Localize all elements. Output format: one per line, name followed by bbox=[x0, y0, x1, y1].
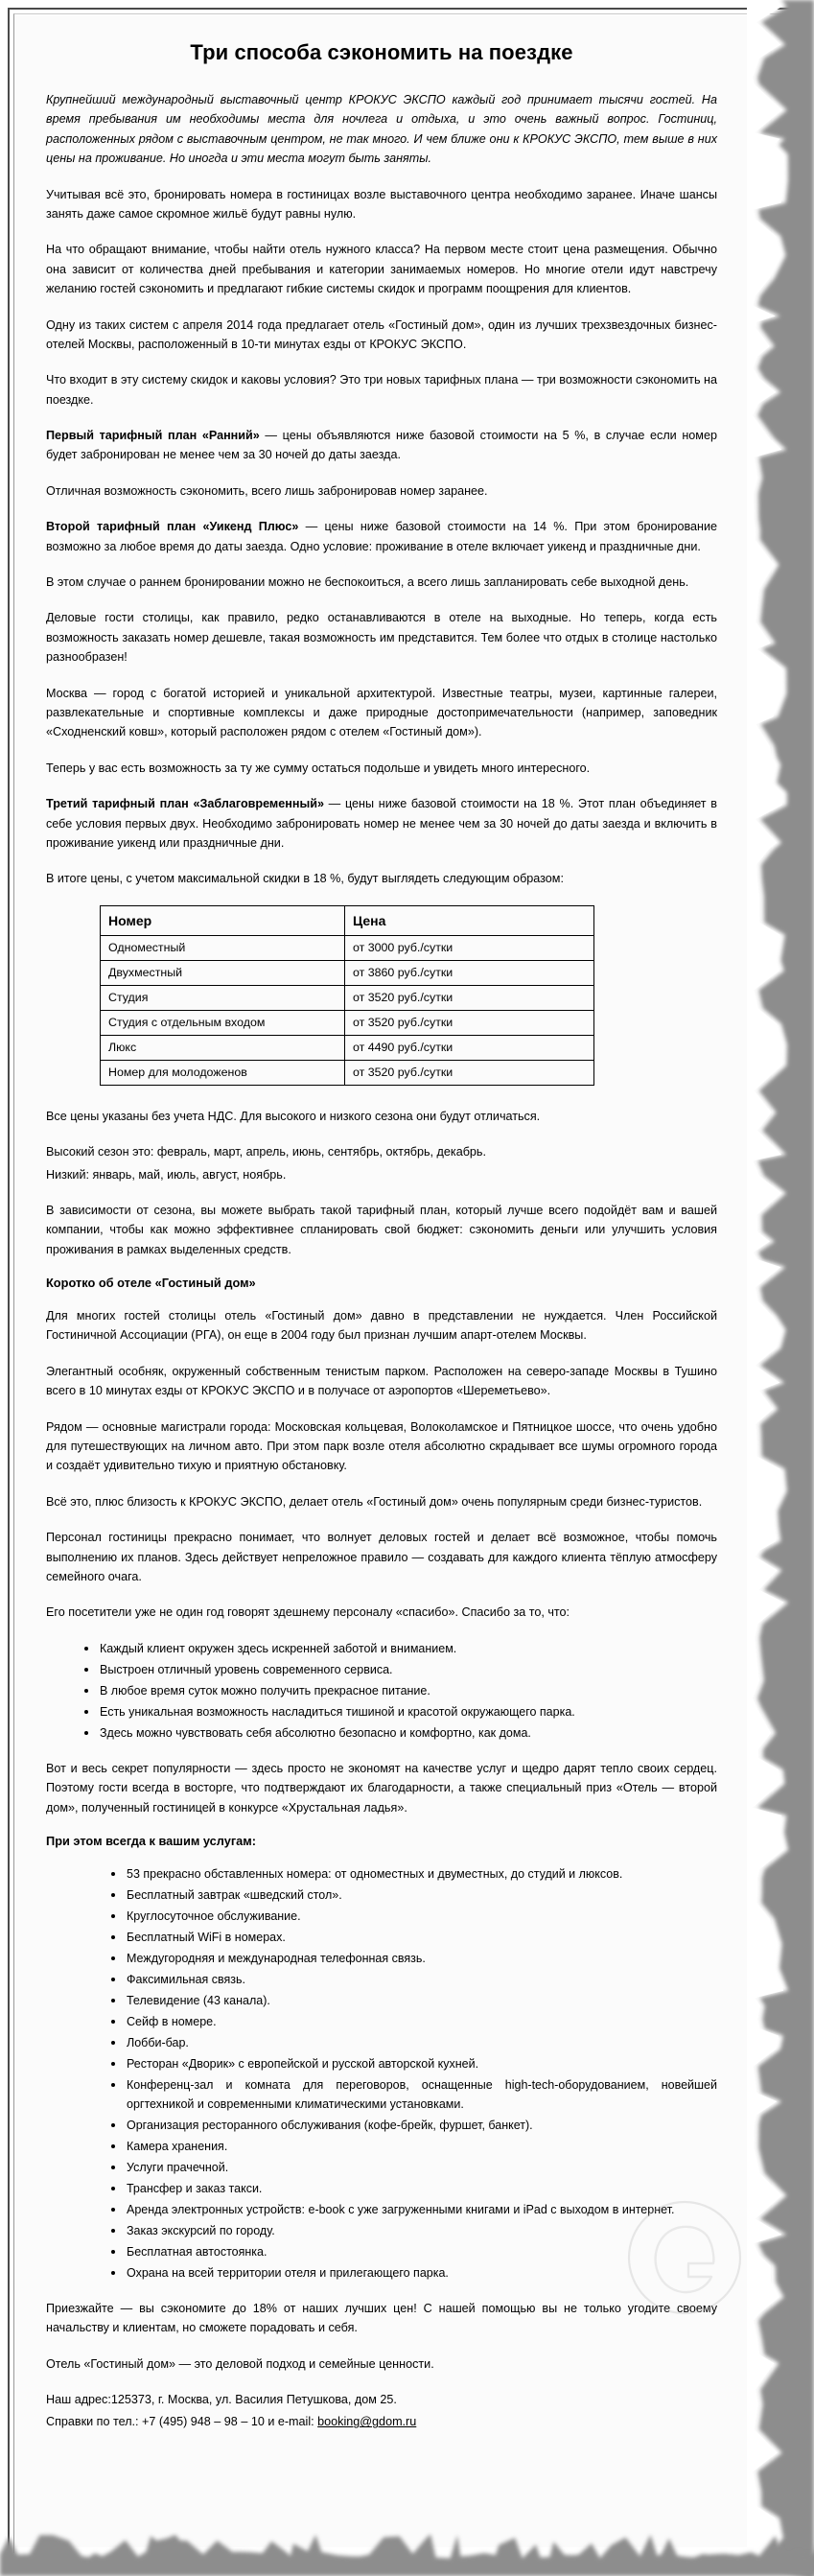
list-item: Услуги прачечной. bbox=[111, 2158, 717, 2177]
lead-paragraph: Крупнейший международный выставочный центр КРОКУС ЭКСПО каждый год принимает тысячи гостей. На время пребывания им необходимы места для ночлега и отдыха, и это очень важный вопрос. Гостиниц, расположенных рядом с выставочным центром, не так много. И чем ближе они к КРОКУС ЭКСПО, тем выше в них цены на проживание. Но иногда и эти места могут быть заняты. bbox=[46, 93, 717, 166]
table-header-row bbox=[101, 905, 594, 935]
paragraph-call-to-action: Приезжайте — вы сэкономите до 18% от наших лучших цен! С нашей помощью вы не только угодите своему начальству и клиентам, но сможете порадовать и себя. bbox=[46, 2301, 717, 2335]
paragraph-plan-advance bbox=[46, 794, 717, 853]
paragraph-hotel-location: Элегантный особняк, окруженный собственным тенистым парком. Расположен на северо-западе Москвы в Тушино всего в 10 минутах езды от КРОКУС ЭКСПО и в получасе от аэропортов «Шереметьево». bbox=[46, 1364, 717, 1398]
paragraph-hotel-roads: Рядом — основные магистрали города: Московская кольцевая, Волоколамское и Пятницкое шоссе, что очень удобно для путешествующих на личном авто. При этом парк возле отеля абсолютно скрадывает все шумы огромного города и создаёт удивительно тихую и приятную обстановку. bbox=[46, 1419, 717, 1473]
list-item: Каждый клиент окружен здесь искренней заботой и вниманием. bbox=[84, 1639, 717, 1658]
cell-room-type: Студия bbox=[101, 985, 345, 1010]
list-item: Здесь можно чувствовать себя абсолютно безопасно и комфортно, как дома. bbox=[84, 1723, 717, 1743]
paragraph-tagline: Отель «Гостиный дом» — это деловой подход и семейные ценности. bbox=[46, 2356, 434, 2371]
list-item: Бесплатный завтрак «шведский стол». bbox=[111, 1885, 717, 1905]
email-link[interactable]: booking@gdom.ru bbox=[317, 2415, 417, 2429]
table-row bbox=[101, 985, 594, 1010]
heading-about-hotel: Коротко об отеле «Гостиный дом» bbox=[46, 1276, 256, 1291]
list-item: Междугородняя и международная телефонная связь. bbox=[111, 1949, 717, 1968]
paragraph-early-benefit: Отличная возможность сэкономить, всего лишь забронировав номер заранее. bbox=[46, 483, 488, 498]
cell-room-type: Студия с отдельным входом bbox=[101, 1010, 345, 1035]
list-item: Трансфер и заказ такси. bbox=[111, 2179, 717, 2198]
list-item: В любое время суток можно получить прекрасное питание. bbox=[84, 1681, 717, 1700]
paragraph-plan-weekend bbox=[46, 517, 717, 556]
cell-room-type: Люкс bbox=[101, 1035, 345, 1060]
plan-early-text: — цены объявляются ниже базовой стоимости на 5 %, в случае если номер будет забронирован не менее чем за 30 ночей до даты заезда. bbox=[46, 429, 717, 462]
paragraph-plan-early bbox=[46, 426, 717, 465]
list-item: Круглосуточное обслуживание. bbox=[111, 1907, 717, 1926]
cell-room-price: от 3520 руб./сутки bbox=[345, 985, 594, 1010]
cell-room-price: от 3000 руб./сутки bbox=[345, 935, 594, 960]
paragraph-stay-longer: Теперь у вас есть возможность за ту же сумму остаться подольше и увидеть много интересного. bbox=[46, 761, 591, 775]
list-item: Камера хранения. bbox=[111, 2137, 717, 2156]
paragraph-season-choice: В зависимости от сезона, вы можете выбрать такой тарифный план, который лучше всего подойдёт вам и вашей компании, чтобы как можно эффективнее спланировать свой бюджет: сэкономить деньги или улучшить условия проживания в рамках выделенных средств. bbox=[46, 1203, 717, 1256]
paragraph-hotel-staff: Персонал гостиницы прекрасно понимает, что волнует деловых гостей и делает всё возможное, чтобы помочь выполнению их планов. Здесь действует непреложное правило — создавать для каждого клиента тёплую атмосферу семейного очага. bbox=[46, 1531, 717, 1583]
cell-room-price: от 3520 руб./сутки bbox=[345, 1010, 594, 1035]
list-item: Сейф в номере. bbox=[111, 2012, 717, 2031]
heading-services: При этом всегда к вашим услугам: bbox=[46, 1833, 257, 1848]
table-row bbox=[101, 935, 594, 960]
price-table-body bbox=[101, 935, 594, 1085]
thanks-list bbox=[46, 1639, 717, 1743]
plan-advance-label: Третий тарифный план «Заблаговременный» bbox=[46, 797, 324, 811]
document-content bbox=[46, 27, 717, 2448]
list-item: Лобби-бар. bbox=[111, 2033, 717, 2052]
cell-room-type: Одноместный bbox=[101, 935, 345, 960]
plan-weekend-label: Второй тарифный план «Уикенд Плюс» bbox=[46, 520, 299, 534]
column-header-price: Цена bbox=[345, 905, 594, 935]
contact-phone-email bbox=[46, 2412, 717, 2431]
paragraph-three-plans: Что входит в эту систему скидок и каковы условия? Это три новых тарифных плана — три возможности сэкономить на поездке. bbox=[46, 373, 717, 407]
list-item: Телевидение (43 канала). bbox=[111, 1991, 717, 2010]
table-row bbox=[101, 1035, 594, 1060]
paragraph-hotel-popularity: Всё это, плюс близость к КРОКУС ЭКСПО, делает отель «Гостиный дом» очень популярным среди бизнес-туристов. bbox=[46, 1494, 703, 1509]
table-row bbox=[101, 960, 594, 985]
cell-room-price: от 3860 руб./сутки bbox=[345, 960, 594, 985]
paragraph-popularity-secret: Вот и весь секрет популярности — здесь просто не экономят на качестве услуг и щедро дарят тепло своих сердец. Поэтому гости всегда в восторге, что подтверждают их благодарности, а также специальный приз «Отель — второй дом», полученный гостиницей в конкурсе «Хрустальная ладья». bbox=[46, 1761, 717, 1815]
paragraph-booking-advance: Учитывая всё это, бронировать номера в гостиницах возле выставочного центра необходимо заранее. Иначе шансы занять даже самое скромное жильё будут равны нулю. bbox=[46, 187, 717, 221]
plan-advance-text: — цены ниже базовой стоимости на 18 %. Этот план объединяет в себе условия первых двух. Необходимо забронировать номер не менее чем за 30 ночей до даты заезда и включить в проживание уикенд или праздничные дни. bbox=[46, 797, 717, 850]
cell-room-type: Двухместный bbox=[101, 960, 345, 985]
cell-room-price: от 4490 руб./сутки bbox=[345, 1035, 594, 1060]
paragraph-hotel-class: На что обращают внимание, чтобы найти отель нужного класса? На первом месте стоит цена размещения. Обычно она зависит от количества дней пребывания и категории занимаемых номеров. Но многие отели идут навстречу желанию гостей сэкономить и предлагают гибкие системы скидок и программ поощрения для клиентов. bbox=[46, 243, 717, 296]
price-table bbox=[100, 905, 594, 1086]
list-item: Факсимильная связь. bbox=[111, 1970, 717, 1989]
cell-room-price: от 3520 руб./сутки bbox=[345, 1060, 594, 1085]
plan-weekend-text: — цены ниже базовой стоимости на 14 %. При этом бронирование возможно за любое время до даты заезда. Одно условие: проживание в отеле включает уикенд и праздничные дни. bbox=[46, 520, 717, 553]
list-item: Конференц-зал и комната для переговоров, оснащенные high-tech-оборудованием, новейшей оргтехникой и современными климатическими установками. bbox=[111, 2075, 717, 2114]
paragraph-low-season: Низкий: январь, май, июль, август, ноябрь. bbox=[46, 1167, 287, 1182]
contact-phone-text: Справки по тел.: +7 (495) 948 – 98 – 10 и e-mail: bbox=[46, 2415, 318, 2429]
paragraph-moscow-attractions: Москва — город с богатой историей и уникальной архитектурой. Известные театры, музеи, картинные галереи, развлекательные и спортивные комплексы и даже природные достопримечательности (например, заповедник «Сходненский ковш», который расположен рядом с отелем «Гостиный дом»). bbox=[46, 686, 717, 739]
list-item: Есть уникальная возможность насладиться тишиной и красотой окружающего парка. bbox=[84, 1702, 717, 1721]
list-item: Охрана на всей территории отеля и прилегающего парка. bbox=[111, 2263, 717, 2283]
list-item: 53 прекрасно обставленных номера: от одноместных и двуместных, до студий и люксов. bbox=[111, 1864, 717, 1884]
column-header-room: Номер bbox=[101, 905, 345, 935]
table-row bbox=[101, 1060, 594, 1085]
paragraph-business-guests: Деловые гости столицы, как правило, редко останавливаются в отеле на выходные. Но теперь, когда есть возможность заказать номер дешевле, такая возможность им представится. Тем более что отдых в столице настолько разнообразен! bbox=[46, 611, 717, 665]
paragraph-hotel-reputation: Для многих гостей столицы отель «Гостиный дом» давно в представлении не нуждается. Член Российской Гостиничной Ассоциации (РГА), он еще в 2004 году был признан лучшим апарт-отелем Москвы. bbox=[46, 1309, 717, 1343]
paragraph-vat-note: Все цены указаны без учета НДС. Для высокого и низкого сезона они будут отличаться. bbox=[46, 1109, 541, 1123]
paragraph-final-prices-intro: В итоге цены, с учетом максимальной скидки в 18 %, будут выглядеть следующим образом: bbox=[46, 872, 564, 886]
plan-early-label: Первый тарифный план «Ранний» bbox=[46, 429, 260, 443]
list-item: Бесплатный WiFi в номерах. bbox=[111, 1928, 717, 1947]
list-item: Бесплатная автостоянка. bbox=[111, 2242, 717, 2261]
list-item: Выстроен отличный уровень современного сервиса. bbox=[84, 1660, 717, 1679]
paragraph-high-season: Высокий сезон это: февраль, март, апрель, июнь, сентябрь, октябрь, декабрь. bbox=[46, 1145, 486, 1159]
page-title: Три способа сэкономить на поездке bbox=[190, 40, 573, 64]
list-item: Аренда электронных устройств: e-book с уже загруженными книгами и iPad с выходом в интернет. bbox=[111, 2200, 717, 2219]
paragraph-weekend-benefit: В этом случае о раннем бронировании можно не беспокоиться, а всего лишь запланировать себе выходной день. bbox=[46, 575, 689, 590]
services-list bbox=[46, 1864, 717, 2283]
list-item: Организация ресторанного обслуживания (кофе-брейк, фуршет, банкет). bbox=[111, 2116, 717, 2135]
list-item: Заказ экскурсий по городу. bbox=[111, 2221, 717, 2240]
contact-address: Наш адрес:125373, г. Москва, ул. Василия Петушкова, дом 25. bbox=[46, 2393, 397, 2407]
paragraph-thanks-intro: Его посетители уже не один год говорят здешнему персоналу «спасибо». Спасибо за то, что: bbox=[46, 1605, 570, 1620]
cell-room-type: Номер для молодоженов bbox=[101, 1060, 345, 1085]
list-item: Ресторан «Дворик» с европейской и русской авторской кухней. bbox=[111, 2054, 717, 2073]
table-row bbox=[101, 1010, 594, 1035]
paragraph-gostiny-dom-intro: Одну из таких систем с апреля 2014 года предлагает отель «Гостиный дом», один из лучших трехзвездочных бизнес-отелей Москвы, расположенный в 10-ти минутах езды от КРОКУС ЭКСПО. bbox=[46, 317, 717, 351]
